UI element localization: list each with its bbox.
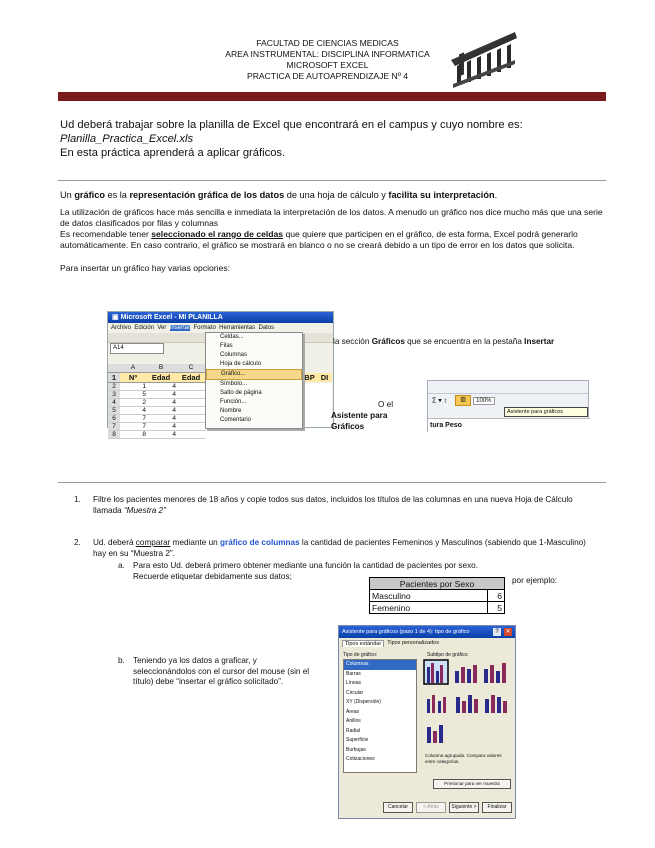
menu-item-salto[interactable]: Salto de página xyxy=(220,390,262,396)
table-row xyxy=(108,415,206,423)
def-text: es la xyxy=(104,190,130,200)
section-divider xyxy=(58,180,606,181)
subtype-label: Subtipo de gráfico: xyxy=(427,652,469,658)
sub-a-text-2: Recuerde etiquetar debidamente sus datos; xyxy=(133,572,292,581)
spreadsheet-cell-row: tura Peso xyxy=(428,418,590,432)
table-row xyxy=(370,578,505,590)
cell: 1 xyxy=(142,383,146,390)
body-paragraph-2 xyxy=(60,229,605,251)
sub-b-label: b. xyxy=(118,656,125,665)
right-header-cells xyxy=(302,373,332,382)
def-text: de una hoja de cálculo y xyxy=(284,190,389,200)
close-icon[interactable]: ✕ xyxy=(505,629,511,635)
list-item[interactable]: XY (Dispersión) xyxy=(346,699,381,705)
help-icon[interactable]: ? xyxy=(493,628,501,636)
example-table xyxy=(369,577,505,614)
menu-archivo[interactable]: Archivo xyxy=(111,325,132,331)
column-chart-icon xyxy=(427,695,446,713)
cell: 2 xyxy=(142,399,146,406)
option-wizard-text: Asistente para Gráficos xyxy=(331,411,388,431)
body-paragraph-1: La utilización de gráficos hace más sencilla e inmediata la interpretación de los datos. A menudo un gráfico nos dice mucho más que una serie de datos clasificados por filas y columnas xyxy=(60,207,603,228)
table-title: Pacientes por Sexo xyxy=(370,578,505,590)
col-header: A xyxy=(130,364,136,371)
menu-datos[interactable]: Datos xyxy=(258,325,275,331)
table-row xyxy=(108,407,206,415)
excel-grid xyxy=(108,364,206,439)
def-text: Un xyxy=(60,190,75,200)
list-item[interactable]: Burbujas xyxy=(346,746,366,753)
menu-item-comentario[interactable]: Comentario xyxy=(220,417,252,423)
chart-type-term: gráfico de columnas xyxy=(220,538,300,547)
intro-goal: En esta práctica aprenderá a aplicar gráficos. xyxy=(60,147,286,159)
body-emphasis: seleccionado el rango de celdas xyxy=(151,229,284,239)
sub-b-text: Teniendo ya los datos a graficar, y seleccionándolos con el cursor del mouse (sin el título) debe “insertar el gráfico solicitado”. xyxy=(133,656,310,686)
item-text: la cantidad de pacientes Femeninos y Masculinos (sabiendo que 1-Masculino) hay en su “Muestra 2”. xyxy=(93,538,586,558)
body-paragraph-3: Para insertar un gráfico hay varias opciones: xyxy=(60,263,231,273)
dialog-title: Asistente para gráficos (paso 1 de 4): tipo de gráfico xyxy=(342,629,470,635)
list-item[interactable]: Superficie xyxy=(346,737,369,743)
header-divider-bar xyxy=(58,92,606,101)
cell: 7 xyxy=(142,423,146,430)
right-grid xyxy=(302,383,332,427)
excel-insert-menu-screenshot xyxy=(107,311,334,438)
sort-icon[interactable]: ↕ xyxy=(443,397,448,405)
grid-header-row xyxy=(108,373,206,383)
column-chart-icon xyxy=(484,663,506,683)
cell: 4 xyxy=(172,407,176,414)
dialog-title-bar xyxy=(339,626,515,638)
option-or: O el xyxy=(378,400,394,409)
cell: Edad xyxy=(181,373,201,382)
body-text: que quiere que participen en el gráfico, de esta forma, Excel podrá generarlo automáticamente. En caso contrario, el gráfico se mostrará en blanco o no se creará debido a un tipo de error en los datos que solicita. xyxy=(60,229,578,250)
item-1-number: 1. xyxy=(74,495,81,504)
menu-item-funcion[interactable]: Función... xyxy=(220,399,247,405)
row-number: 3 xyxy=(108,391,120,398)
example-label: por ejemplo: xyxy=(512,576,558,585)
list-item[interactable]: Columnas xyxy=(344,660,416,670)
toolbar-row-2: Σ ▾ ↕ ▥ 100% xyxy=(432,395,495,406)
table-row xyxy=(108,431,206,439)
column-chart-icon xyxy=(485,695,507,713)
table-row xyxy=(108,383,206,391)
chart-wizard-tooltip: Asistente para gráficos xyxy=(504,407,588,417)
menu-herramientas[interactable]: Herramientas xyxy=(219,325,256,331)
menu-item-grafico[interactable]: Gráfico... xyxy=(206,369,302,380)
item-emphasis: comparar xyxy=(135,538,171,547)
column-chart-icon xyxy=(456,695,478,713)
table-cell: Masculino xyxy=(370,590,488,602)
sub-a-label: a. xyxy=(118,561,125,570)
list-item[interactable]: Barras xyxy=(346,670,361,677)
subtype-thumbnails[interactable] xyxy=(423,659,513,749)
table-row xyxy=(108,423,206,431)
cell: Edad xyxy=(151,373,171,382)
row-number: 6 xyxy=(108,415,120,422)
row-number: 7 xyxy=(108,423,120,430)
cell: 4 xyxy=(142,407,146,414)
column-chart-icon xyxy=(427,725,443,743)
def-term: facilita su interpretación xyxy=(388,190,495,200)
chart-wizard-dialog-screenshot xyxy=(338,625,516,819)
table-row xyxy=(370,602,505,614)
header-line-faculty: FACULTAD DE CIENCIAS MEDICAS xyxy=(256,38,399,48)
cell: BP xyxy=(304,373,315,382)
list-item[interactable]: Áreas xyxy=(346,708,360,715)
intro-paragraph xyxy=(60,118,600,160)
menu-insertar[interactable]: Insertar xyxy=(169,325,191,331)
row-number: 1 xyxy=(108,373,120,382)
chart-wizard-icon[interactable]: ▥ xyxy=(455,395,471,406)
definition-line xyxy=(60,190,605,201)
cell: DI xyxy=(320,373,329,382)
item-2-number: 2. xyxy=(74,538,81,547)
finish-button[interactable]: Finalizar xyxy=(482,802,512,813)
document-header xyxy=(0,38,655,82)
cell: 8 xyxy=(142,431,146,438)
row-number: 4 xyxy=(108,399,120,406)
list-item[interactable]: Anillos xyxy=(346,718,361,724)
cell: 7 xyxy=(142,415,146,422)
insert-dropdown-menu xyxy=(205,332,303,429)
row-number: 8 xyxy=(108,431,120,438)
body-text: Es recomendable tener xyxy=(60,229,152,239)
cell: Nº xyxy=(128,373,138,382)
list-item[interactable]: Líneas xyxy=(346,680,362,686)
table-row xyxy=(108,399,206,407)
option-text: la sección xyxy=(333,337,372,346)
section-divider-2 xyxy=(58,482,606,483)
cell: 4 xyxy=(172,415,176,422)
table-cell: 6 xyxy=(487,590,504,602)
intro-text: Ud deberá trabajar sobre la planilla de Excel que encontrará en el campus y cuyo nombre es: xyxy=(60,119,523,131)
excel-app-icon: ▣ xyxy=(112,314,121,321)
row-number: 5 xyxy=(108,407,120,414)
tab-custom[interactable]: Tipos personalizados xyxy=(387,640,439,646)
col-header: B xyxy=(158,364,164,371)
option-term: Insertar xyxy=(524,337,555,346)
menu-item-simbolo[interactable]: Símbolo... xyxy=(220,381,248,387)
excel-title-bar xyxy=(108,312,333,323)
subtype-description: Columna agrupada. Compara valores entre categorías. xyxy=(425,753,502,764)
column-chart-icon xyxy=(455,665,477,683)
university-logo xyxy=(445,22,519,88)
cell: 4 xyxy=(172,423,176,430)
tab-standard[interactable]: Tipos estándar xyxy=(342,640,384,647)
chart-type-list[interactable] xyxy=(343,659,417,773)
chart-wizard-toolbar-screenshot xyxy=(427,380,589,432)
list-item[interactable]: Cotizaciones xyxy=(346,756,375,762)
table-row xyxy=(108,391,206,399)
header-line-area: AREA INSTRUMENTAL: DISCIPLINA INFORMATICA xyxy=(225,49,430,59)
menu-item-columnas[interactable]: Columnas xyxy=(220,352,248,358)
row-number: 2 xyxy=(108,383,120,390)
table-row xyxy=(370,590,505,602)
menu-edicion[interactable]: Edición xyxy=(134,325,155,331)
menu-item-celdas[interactable]: Celdas... xyxy=(220,334,244,340)
excel-title: Microsoft Excel - MI PLANILLA xyxy=(120,314,223,321)
item-1-text xyxy=(93,495,598,516)
option-ribbon-text xyxy=(333,337,598,348)
menu-item-filas[interactable]: Filas xyxy=(220,343,233,349)
menu-item-nombre[interactable]: Nombre xyxy=(220,408,242,414)
cancel-button[interactable]: Cancelar xyxy=(383,802,413,813)
option-text: que se encuentra en la pestaña xyxy=(404,337,525,346)
back-button[interactable]: < Atrás xyxy=(416,802,446,813)
next-button[interactable]: Siguiente > xyxy=(449,802,479,813)
table-cell: 5 xyxy=(487,602,504,614)
menu-formato[interactable]: Formato xyxy=(193,325,216,331)
header-line-practice: PRACTICA DE AUTOAPRENDIZAJE Nº 4 xyxy=(246,71,409,81)
menu-ver[interactable]: Ver xyxy=(157,325,167,331)
chart-definition xyxy=(60,190,605,274)
header-line-software: MICROSOFT EXCEL xyxy=(286,60,369,70)
list-item[interactable]: Radial xyxy=(346,727,361,734)
item-text: Ud. deberá xyxy=(93,538,136,547)
cell: 4 xyxy=(172,383,176,390)
sum-icon[interactable]: Σ xyxy=(432,397,437,405)
cell: 4 xyxy=(172,391,176,398)
def-term: representación gráfica de los datos xyxy=(129,190,285,200)
column-headers xyxy=(108,364,206,373)
menu-item-hoja[interactable]: Hoja de cálculo xyxy=(220,361,262,367)
table-cell: Femenino xyxy=(370,602,488,614)
col-header: C xyxy=(188,364,194,371)
name-box[interactable]: A14 xyxy=(110,343,164,354)
item-2-text xyxy=(93,538,598,559)
cell: 4 xyxy=(172,431,176,438)
def-term: gráfico xyxy=(74,190,105,200)
item-text: Filtre los pacientes menores de 18 años y copie todos sus datos, incluidos los títulos de las columnas en una nueva Hoja de Cálculo llamada xyxy=(93,495,573,515)
cell: 5 xyxy=(142,391,146,398)
dialog-tabs xyxy=(339,638,515,647)
dialog-buttons xyxy=(383,802,512,813)
toolbar-row-1 xyxy=(428,381,588,394)
type-list-label: Tipo de gráfico: xyxy=(343,652,378,658)
option-term: Gráficos xyxy=(371,337,405,346)
preview-button[interactable]: Presionar para ver muestra xyxy=(433,779,511,789)
zoom-box[interactable]: 100% xyxy=(473,397,494,405)
list-item[interactable]: Circular xyxy=(346,689,364,696)
item-sheet-name: “Muestra 2” xyxy=(123,505,166,515)
sub-a-text: Para esto Ud. deberá primero obtener mediante una función la cantidad de pacientes por sexo. xyxy=(133,561,479,570)
cell: 4 xyxy=(172,399,176,406)
intro-filename: Planilla_Practica_Excel.xls xyxy=(60,133,194,145)
item-text: mediante un xyxy=(170,538,221,547)
def-text: . xyxy=(494,190,498,200)
